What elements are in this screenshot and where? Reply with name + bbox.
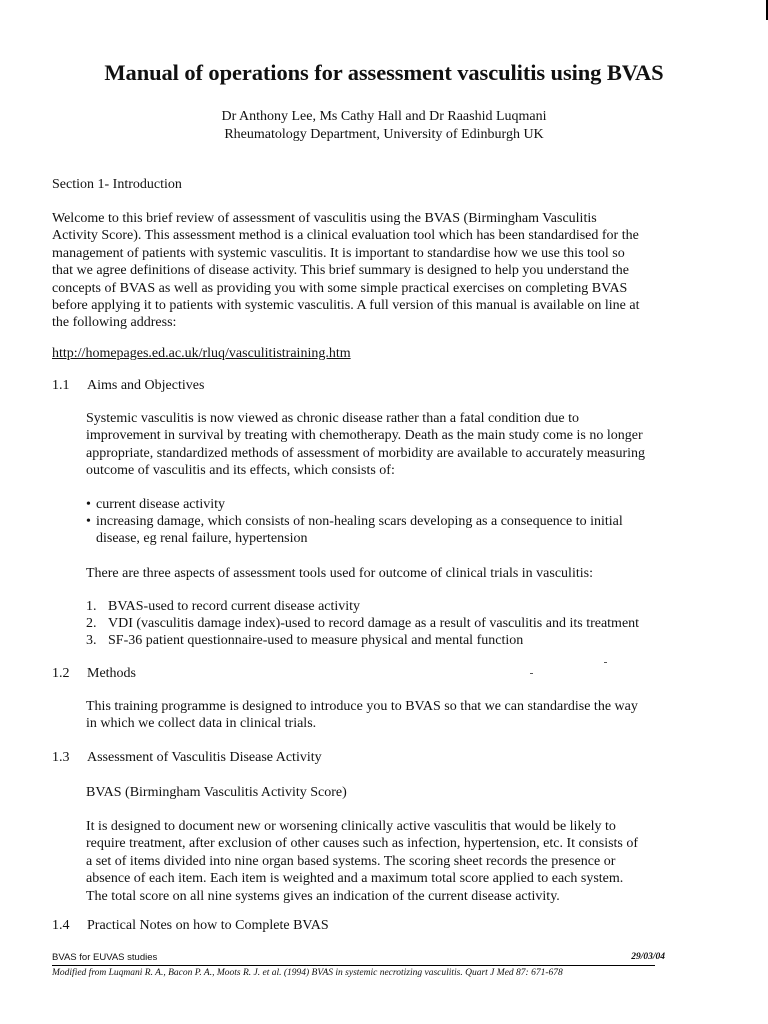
intro-line: that we agree definitions of disease activity. This brief summary is designed to help you understand the	[52, 263, 629, 279]
assessment-line: The total score on all nine systems gives an indication of the current disease activity.	[86, 888, 560, 904]
tool-text: BVAS-used to record current disease activity	[108, 599, 361, 614]
document-title: Manual of operations for assessment vasculitis using BVAS	[104, 60, 664, 85]
author-names: Dr Anthony Lee, Ms Cathy Hall and Dr Raashid Luqmani	[221, 109, 547, 124]
aims-paragraph	[86, 410, 706, 480]
assessment-paragraph	[86, 818, 706, 905]
author-affiliation: Rheumatology Department, University of Edinburgh UK	[224, 127, 544, 142]
section-number: 1.1	[52, 378, 70, 393]
methods-paragraph	[86, 698, 706, 733]
bullet-item	[86, 496, 706, 513]
aims-line: Systemic vasculitis is now viewed as chronic disease rather than a fatal condition due to	[86, 411, 579, 426]
intro-line: before applying it to patients with systemic vasculitis. A full version of this manual is available on line at	[52, 298, 640, 314]
intro-line: concepts of BVAS as well as providing you with some simple practical exercises on completing BVAS	[52, 280, 628, 296]
bullet-dot-icon: •	[86, 497, 91, 512]
section-title-practical: Practical Notes on how to Complete BVAS	[87, 918, 329, 933]
intro-line: Welcome to this brief review of assessment of vasculitis using the BVAS (Birmingham Vasculitis	[52, 211, 597, 226]
aims-line: improvement in survival by treating with chemotherapy. Death as the main study come is no longer	[86, 428, 643, 444]
footer-citation: Modified from Luqmani R. A., Bacon P. A., Moots R. J. et al. (1994) BVAS in systemic necrotizing vasculitis. Quart J Med 87: 671-678	[52, 968, 563, 978]
intro-line: Activity Score). This assessment method is a clinical evaluation tool which has been standardised for the	[52, 228, 639, 244]
tool-text: VDI (vasculitis damage index)-used to record damage as a result of vasculitis and its treatment	[108, 616, 640, 631]
aspects-intro: There are three aspects of assessment tools used for outcome of clinical trials in vasculitis:	[86, 566, 593, 581]
bullet-dot-icon: •	[86, 514, 91, 529]
bvas-subtitle: BVAS (Birmingham Vasculitis Activity Score)	[86, 785, 347, 800]
section-title-methods: Methods	[87, 666, 136, 681]
bullet-text: increasing damage, which consists of non-healing scars developing as a consequence to initial	[96, 514, 623, 529]
bullet-item	[86, 513, 706, 547]
methods-line: in which we collect data in clinical trials.	[86, 716, 317, 732]
tool-number: 3.	[86, 633, 97, 648]
section-number: 1.4	[52, 918, 70, 933]
tool-number: 1.	[86, 599, 97, 614]
footer-label: BVAS for EUVAS studies	[52, 952, 158, 963]
tool-list-item	[86, 599, 360, 615]
footer-date: 29/03/04	[631, 952, 665, 962]
section-title-assessment: Assessment of Vasculitis Disease Activity	[87, 750, 322, 765]
aims-line: appropriate, standardized methods of assessment of morbidity are available to accurately measuring	[86, 445, 646, 461]
footer-divider	[52, 965, 655, 966]
tool-list-item	[86, 616, 639, 632]
intro-paragraph	[52, 210, 712, 332]
assessment-line: It is designed to document new or worsening clinically active vasculitis that would be likely to	[86, 819, 616, 834]
tool-list-item	[86, 633, 523, 649]
bullet-continuation: disease, eg renal failure, hypertension	[96, 531, 308, 546]
author-block	[0, 108, 768, 144]
assessment-line: a set of items divided into nine organ based systems. The scoring sheet records the presence or	[86, 853, 616, 869]
aims-line: outcome of vasculitis and its effects, which consists of:	[86, 463, 395, 479]
intro-line: management of patients with systemic vasculitis. It is important to standardise how we use this tool so	[52, 245, 625, 261]
section-number: 1.3	[52, 750, 70, 765]
intro-line: the following address:	[52, 315, 177, 331]
section-heading: Section 1- Introduction	[52, 177, 182, 192]
tool-text: SF-36 patient questionnaire-used to measure physical and mental function	[108, 633, 524, 648]
tool-number: 2.	[86, 616, 97, 631]
bullet-text: current disease activity	[96, 497, 226, 512]
training-url-link[interactable]: http://homepages.ed.ac.uk/rluq/vasculitistraining.htm	[52, 346, 351, 361]
section-title-aims: Aims and Objectives	[87, 378, 205, 393]
methods-line: This training programme is designed to introduce you to BVAS so that we can standardise the way	[86, 699, 638, 714]
section-number: 1.2	[52, 666, 70, 681]
assessment-line: require treatment, after exclusion of other causes such as infection, hypertension, etc. It consists of	[86, 836, 639, 852]
assessment-line: absence of each item. Each item is weighted and a maximum total score applied to each system.	[86, 871, 624, 887]
